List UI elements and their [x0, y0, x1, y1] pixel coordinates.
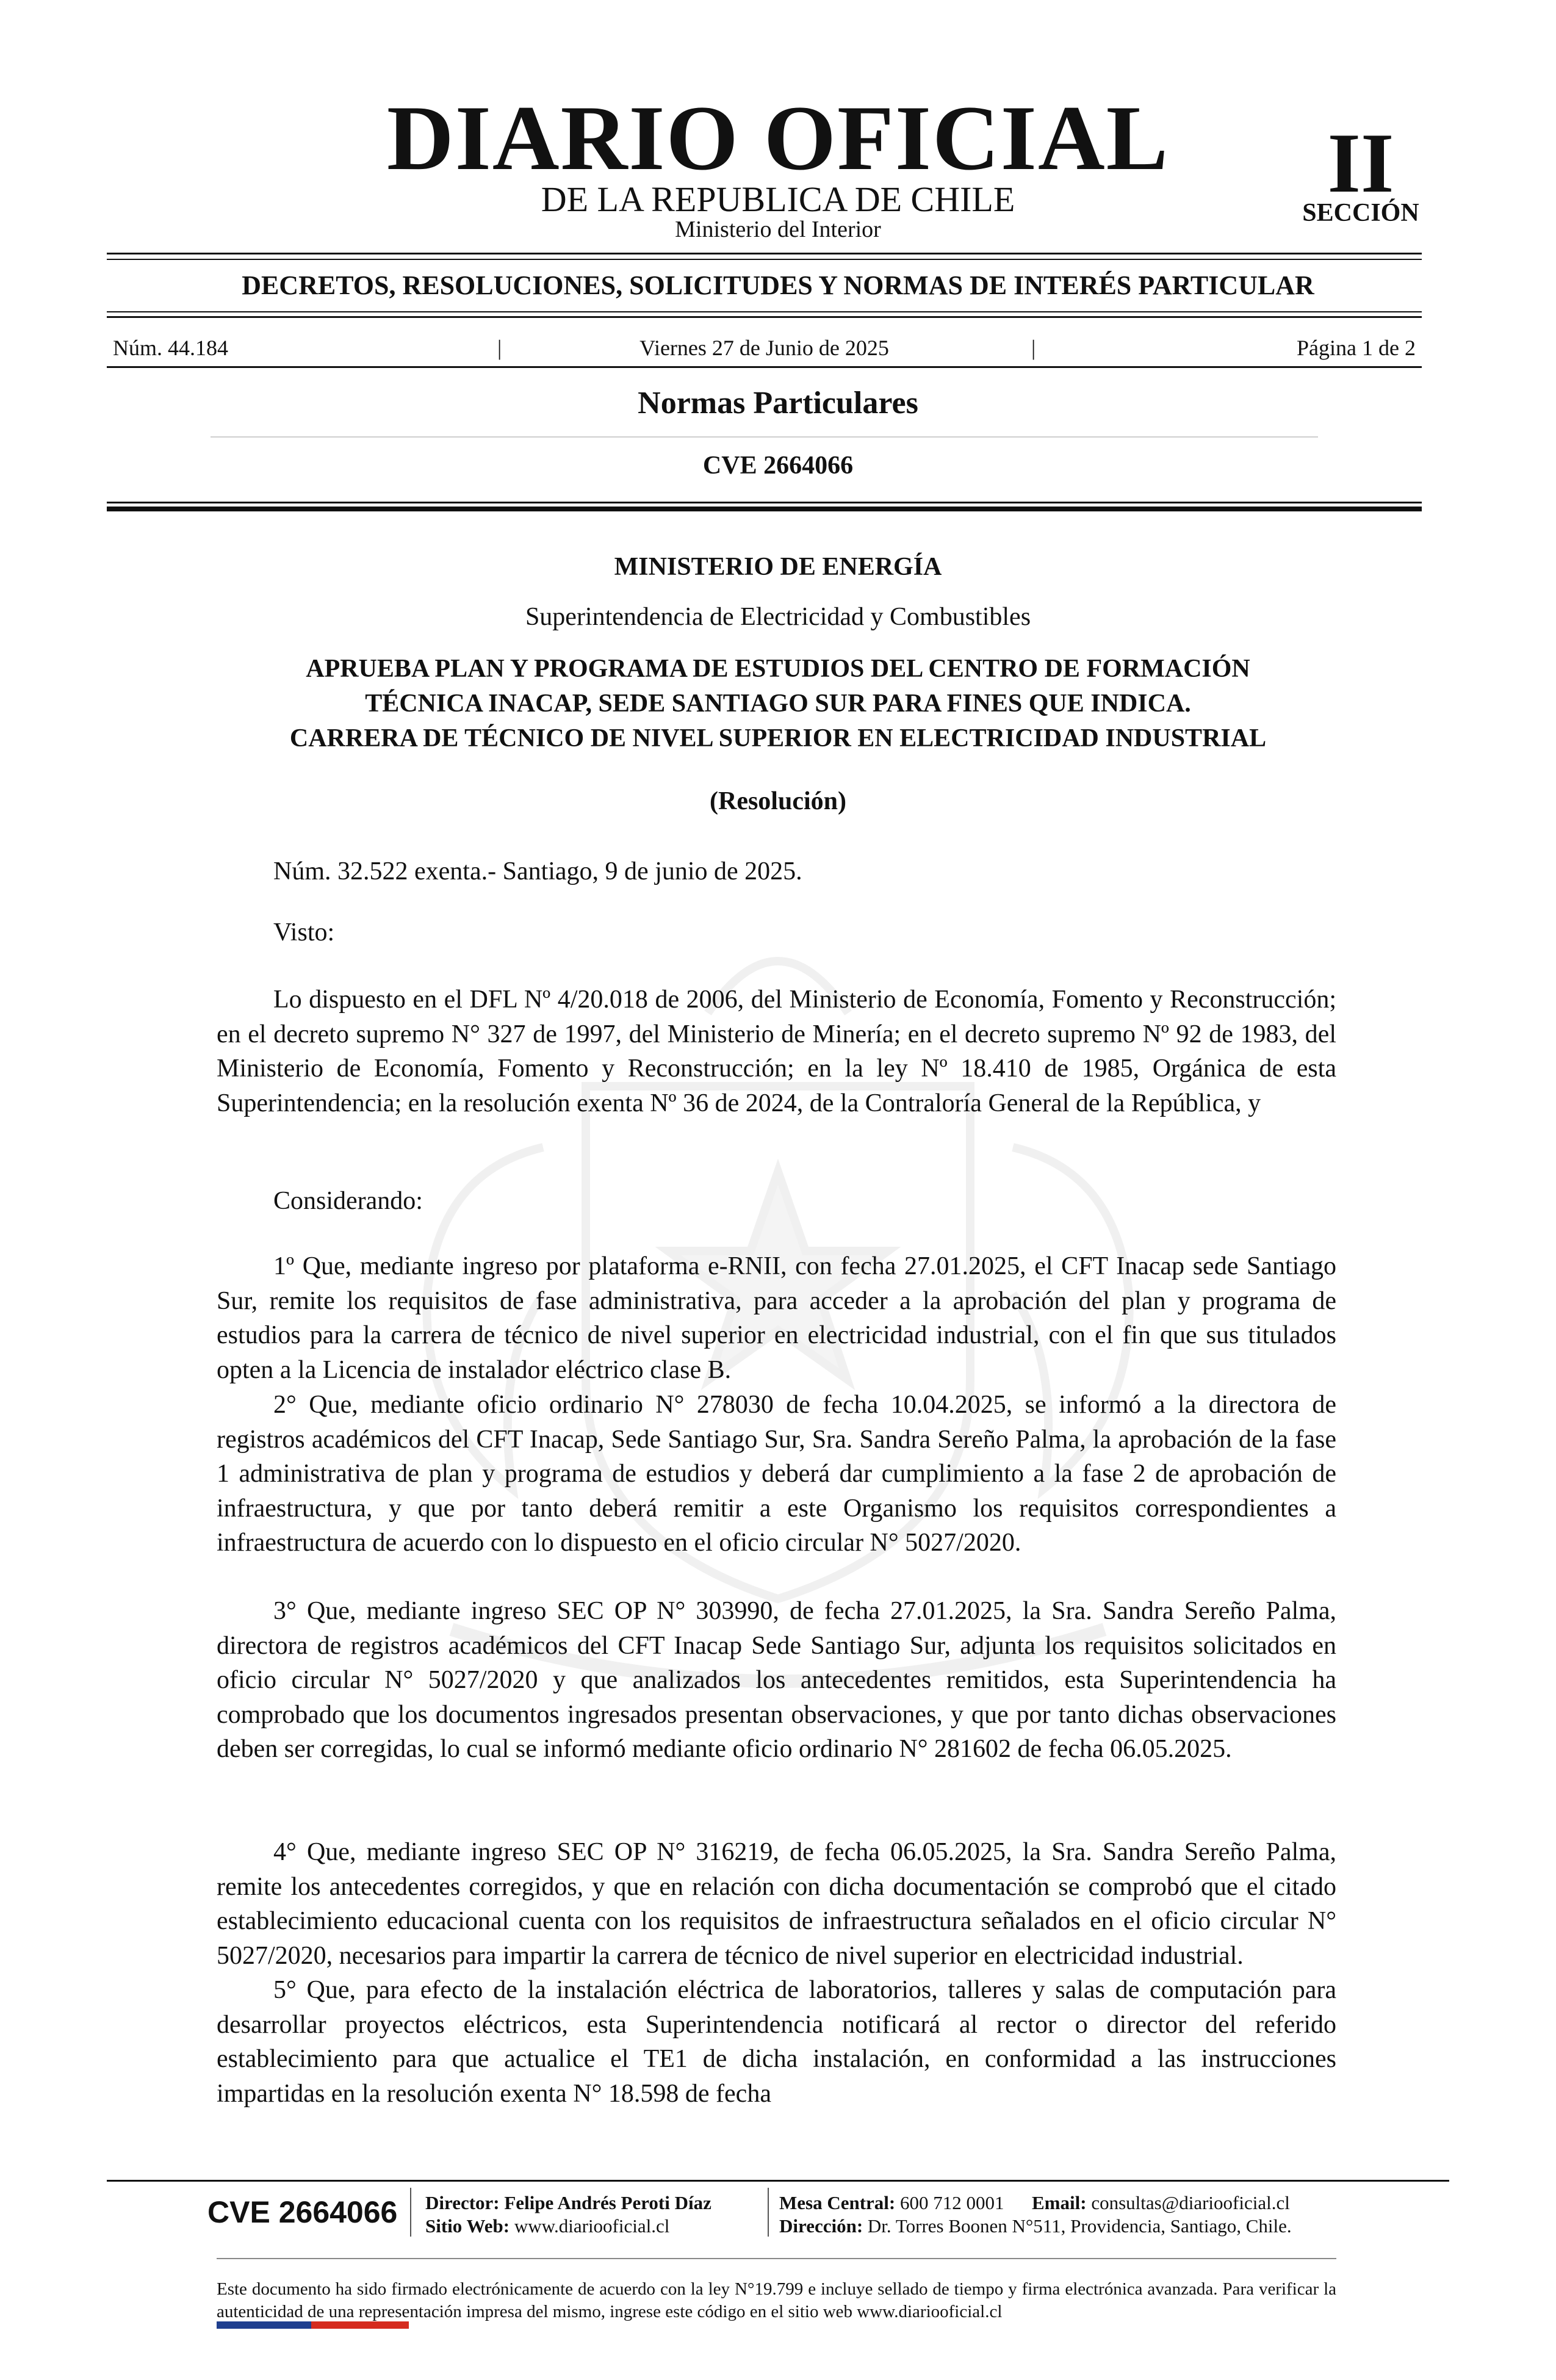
footer-divider	[768, 2188, 769, 2237]
masthead-title: DIARIO OFICIAL	[386, 87, 1170, 189]
visto-label: Visto:	[273, 918, 335, 947]
resolution-title	[183, 652, 1373, 756]
flag-red-segment	[311, 2321, 409, 2329]
footer-address	[779, 2215, 1292, 2238]
footer-director	[425, 2191, 711, 2215]
footer-address-text: Dr. Torres Boonen N°511, Providencia, Santiago, Chile.	[867, 2215, 1292, 2237]
footer-website-link[interactable]: www.diariooficial.cl	[514, 2215, 670, 2237]
footer-note-rule	[217, 2258, 1336, 2259]
issue-separator: |	[1031, 336, 1036, 360]
chile-flag-stripe	[217, 2321, 409, 2329]
resolution-number-line: Núm. 32.522 exenta.- Santiago, 9 de junio de 2025.	[273, 857, 802, 885]
considerando-paragraph: 5° Que, para efecto de la instalación eléctrica de laboratorios, talleres y salas de computación para desarrollar proyectos eléctricos, esta Superintendencia notificará al rector o director del referido establecimiento para que actualice el TE1 de dicha instalación, en conformidad a las instrucciones impartidas en la resolución exenta N° 18.598 de fecha	[217, 1976, 1336, 2108]
issue-number: Núm. 44.184	[113, 336, 228, 360]
masthead-ministry: Ministerio del Interior	[675, 217, 881, 242]
flag-blue-segment	[217, 2321, 311, 2329]
top-rule-thin	[107, 259, 1422, 260]
footer-email-link[interactable]: consultas@diariooficial.cl	[1091, 2192, 1290, 2213]
cve-rule-thin	[107, 502, 1422, 503]
footer-director-label: Director:	[425, 2192, 500, 2213]
masthead-subtitle: DE LA REPUBLICA DE CHILE	[541, 179, 1015, 219]
footer-phone: 600 712 0001	[900, 2192, 1004, 2213]
band-rule-lower	[107, 316, 1422, 318]
issue-separator: |	[497, 336, 502, 360]
cve-code: CVE 2664066	[702, 452, 854, 480]
issue-date: Viernes 27 de Junio de 2025	[639, 336, 889, 360]
resolution-type-label: (Resolución)	[710, 787, 846, 815]
visto-paragraph: Lo dispuesto en el DFL Nº 4/20.018 de 2006, del Ministerio de Economía, Fomento y Reconstrucción; en el decreto supremo N° 327 de 1997, del Ministerio de Minería; en el decreto supremo Nº 92 de 1983, del Ministerio de Economía, Fomento y Reconstrucción; en la ley Nº 18.410 de 1985, Orgánica de esta Superintendencia; en la resolución exenta Nº 36 de 2024, de la Contraloría General de la República, y	[217, 986, 1336, 1117]
issue-rule	[107, 366, 1422, 368]
footer-website-label: Sitio Web:	[425, 2215, 510, 2237]
considerando-paragraph: 2° Que, mediante oficio ordinario N° 278030 de fecha 10.04.2025, se informó a la directora de registros académicos del CFT Inacap, Sede Santiago Sur, Sra. Sandra Sereño Palma, la aprobación de la fase 1 administrativa de plan y programa de estudios y deberá dar cumplimiento a la fase 2 de aprobación de infraestructura, y que por tanto deberá remitir a este Organismo los requisitos correspondientes a infraestructura de acuerdo con lo dispuesto en el oficio circular N° 5027/2020.	[217, 1391, 1336, 1557]
footer-email-label: Email:	[1032, 2192, 1087, 2213]
footer-cve-code: CVE 2664066	[207, 2195, 398, 2229]
agency-name: Superintendencia de Electricidad y Combustibles	[525, 603, 1031, 631]
footer-website	[425, 2215, 669, 2238]
footer-director-name: Felipe Andrés Peroti Díaz	[504, 2192, 711, 2213]
considerando-label: Considerando:	[273, 1187, 423, 1215]
ministry-name: MINISTERIO DE ENERGÍA	[614, 553, 942, 581]
issue-page: Página 1 de 2	[1297, 336, 1416, 360]
section-numeral: II	[1327, 116, 1394, 211]
band-rule-upper	[107, 311, 1422, 312]
section-label: SECCIÓN	[1302, 199, 1419, 227]
considerando-paragraph: 1º Que, mediante ingreso por plataforma e-RNII, con fecha 27.01.2025, el CFT Inacap sede Santiago Sur, remite los requisitos de fase administrativa, para acceder a la aprobación del plan y programa de estudios para la carrera de técnico de nivel superior en electricidad industrial, con el fin que sus titulados opten a la Licencia de instalador eléctrico clase B.	[217, 1252, 1336, 1384]
resolution-title-line: CARRERA DE TÉCNICO DE NIVEL SUPERIOR EN ELECTRICIDAD INDUSTRIAL	[289, 724, 1267, 752]
considerando-paragraph: 3° Que, mediante ingreso SEC OP N° 303990, de fecha 27.01.2025, la Sra. Sandra Sereño Palma, directora de registros académicos del CFT Inacap Sede Santiago Sur, adjunta los requisitos solicitados en oficio circular N° 5027/2020 y que analizados los antecedentes remitidos, esta Superintendencia ha comprobado que los documentos ingresados presentan observaciones, y que por tanto dichas observaciones deben ser corregidas, lo cual se informó mediante oficio ordinario N° 281602 de fecha 06.05.2025.	[217, 1597, 1336, 1763]
footer-divider	[410, 2188, 411, 2237]
top-rule	[107, 253, 1422, 254]
resolution-title-line: TÉCNICA INACAP, SEDE SANTIAGO SUR PARA FINES QUE INDICA.	[365, 690, 1191, 718]
footer-contact	[779, 2191, 1290, 2215]
resolution-title-line: APRUEBA PLAN Y PROGRAMA DE ESTUDIOS DEL CENTRO DE FORMACIÓN	[306, 655, 1250, 683]
section-heading: Normas Particulares	[638, 386, 918, 420]
issue-bar	[113, 333, 1416, 363]
footer-rule	[107, 2180, 1449, 2182]
footer-legal-note: Este documento ha sido firmado electrónicamente de acuerdo con la ley N°19.799 e incluye sellado de tiempo y firma electrónica avanzada. Para verificar la autenticidad de una representación impresa del mismo, ingrese este código en el sitio web www.diariooficial.cl	[217, 2279, 1336, 2321]
footer-address-label: Dirección:	[779, 2215, 863, 2237]
footer-phone-label: Mesa Central:	[779, 2192, 896, 2213]
heading-divider	[211, 436, 1318, 438]
cve-rule-thick	[107, 507, 1422, 511]
considerando-paragraph: 4° Que, mediante ingreso SEC OP N° 316219, de fecha 06.05.2025, la Sra. Sandra Sereño Palma, remite los antecedentes corregidos, y que en relación con dicha documentación se comprobó que el citado establecimiento educacional cuenta con los requisitos de infraestructura señalados en el oficio circular N° 5027/2020, necesarios para impartir la carrera de técnico de nivel superior en electricidad industrial.	[217, 1838, 1336, 1970]
band-title: DECRETOS, RESOLUCIONES, SOLICITUDES Y NORMAS DE INTERÉS PARTICULAR	[242, 270, 1314, 300]
